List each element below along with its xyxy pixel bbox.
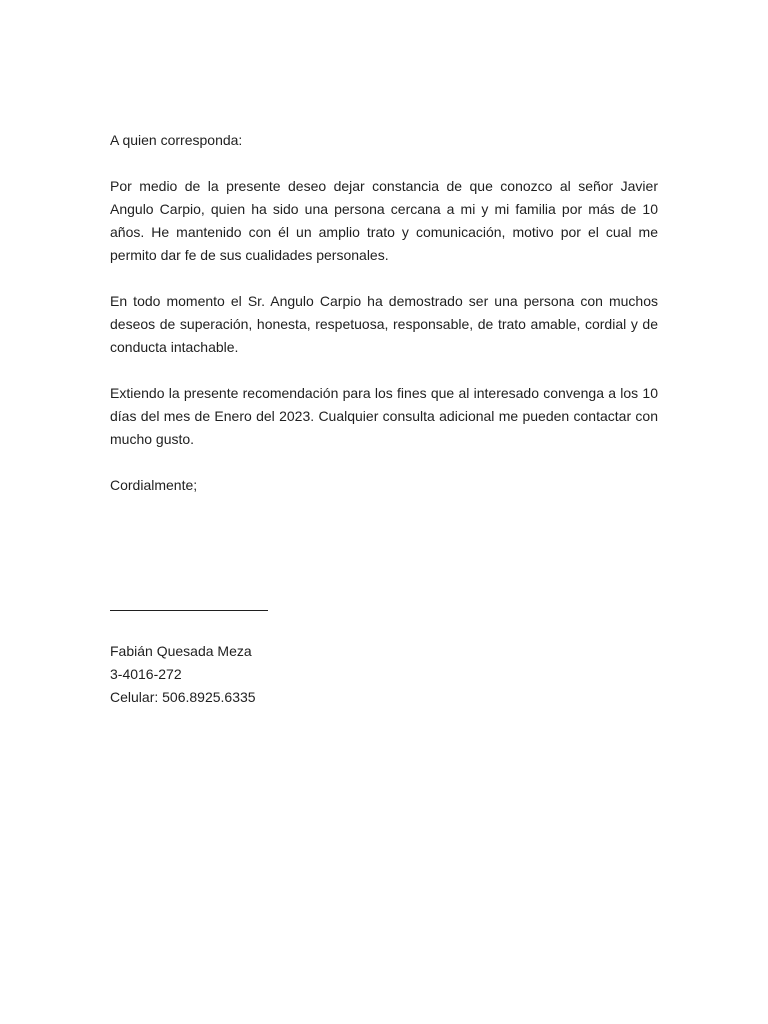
signer-phone: Celular: 506.8925.6335 [110,689,256,705]
signature-line [110,610,268,611]
signer-id: 3-4016-272 [110,666,182,682]
letter-closing: Cordialmente; [110,477,198,493]
letter-paragraph-2: En todo momento el Sr. Angulo Carpio ha demostrado ser una persona con muchos deseos de superación, honesta, respetuosa, responsable, de trato amable, cordial y de conducta intachable. [110,293,658,355]
letter-paragraph-3: Extiendo la presente recomendación para los fines que al interesado convenga a los 10 días del mes de Enero del 2023. Cualquier consulta adicional me pueden contactar con mucho gusto. [110,385,658,447]
signer-name: Fabián Quesada Meza [110,643,252,659]
letter-body [110,129,658,709]
letter-greeting: A quien corresponda: [110,132,243,148]
letter-paragraph-1: Por medio de la presente deseo dejar constancia de que conozco al señor Javier Angulo Carpio, quien ha sido una persona cercana a mi y mi familia por más de 10 años. He mantenido con él un amplio trato y comunicación, motivo por el cual me permito dar fe de sus cualidades personales. [110,178,658,263]
signer-block [110,640,658,709]
